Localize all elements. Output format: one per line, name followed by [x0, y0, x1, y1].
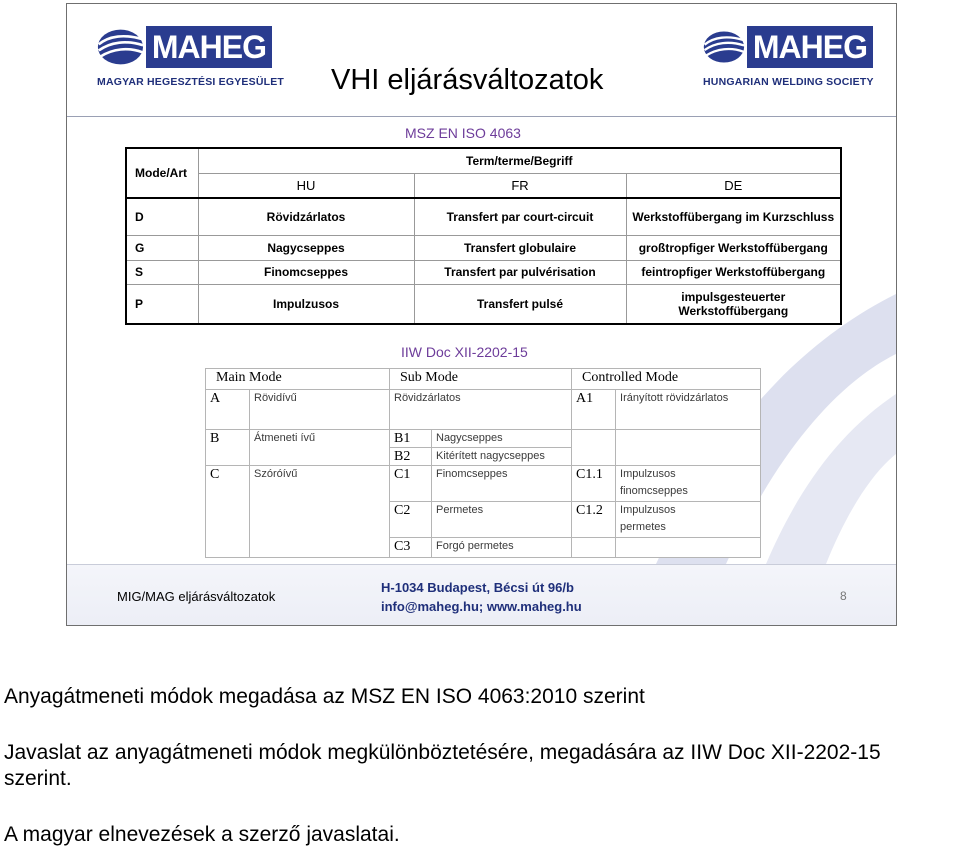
table-row	[206, 430, 761, 448]
wave-logo-icon	[97, 26, 144, 68]
de-cell-line1: impulsgesteuerter	[681, 289, 786, 304]
logo-right-word: MAHEG	[747, 26, 873, 68]
table-row	[206, 466, 761, 502]
logo-left-word: MAHEG	[146, 26, 272, 68]
sub-mode-header: Sub Mode	[390, 369, 572, 390]
hu-cell: Rövidzárlatos	[198, 198, 414, 235]
code-cell: C3	[390, 538, 432, 558]
logo-right-subtitle: HUNGARIAN WELDING SOCIETY	[703, 76, 874, 88]
code-cell: A1	[572, 390, 616, 430]
footer-contact-line: info@maheg.hu; www.maheg.hu	[381, 599, 582, 614]
code-cell: A	[206, 390, 250, 430]
mode-cell: P	[126, 284, 198, 324]
mode-header: Mode/Art	[126, 148, 198, 198]
iso4063-table	[125, 147, 842, 325]
empty-cell	[572, 538, 616, 558]
sub-mode-cell: Finomcseppes	[432, 466, 572, 502]
sub-mode-cell: Kitérített nagycseppes	[432, 448, 572, 466]
code-cell: C	[206, 466, 250, 558]
main-mode-cell: Átmeneti ívű	[250, 430, 390, 466]
controlled-line2: finomcseppes	[620, 485, 688, 497]
code-cell: C1	[390, 466, 432, 502]
iiw-table	[205, 368, 761, 558]
controlled-cell: Irányított rövidzárlatos	[616, 390, 761, 430]
de-cell: feintropfiger Werkstoffübergang	[626, 260, 841, 284]
empty-cell	[616, 430, 761, 466]
controlled-line1: Impulzusos	[620, 504, 676, 516]
footer-left-text: MIG/MAG eljárásváltozatok	[117, 589, 276, 604]
code-cell: C1.2	[572, 502, 616, 538]
sub-mode-cell: Nagycseppes	[432, 430, 572, 448]
controlled-line2: permetes	[620, 521, 666, 533]
code-cell: C2	[390, 502, 432, 538]
code-cell: B2	[390, 448, 432, 466]
sub-mode-cell: Forgó permetes	[432, 538, 572, 558]
lang-header-de: DE	[626, 173, 841, 198]
table-row	[126, 260, 841, 284]
mode-cell: G	[126, 235, 198, 260]
controlled-cell	[616, 466, 761, 502]
controlled-cell	[616, 502, 761, 538]
code-cell: B1	[390, 430, 432, 448]
table-row	[126, 284, 841, 324]
main-mode-header: Main Mode	[206, 369, 390, 390]
hu-cell: Impulzusos	[198, 284, 414, 324]
slide-title: VHI eljárásváltozatok	[331, 64, 604, 96]
code-cell: C1.1	[572, 466, 616, 502]
controlled-mode-header: Controlled Mode	[572, 369, 761, 390]
paragraph-iso-modes: Anyagátmeneti módok megadása az MSZ EN ISO 4063:2010 szerint	[4, 685, 645, 708]
logo-left-subtitle: MAGYAR HEGESZTÉSI EGYESÜLET	[97, 76, 285, 88]
code-cell: B	[206, 430, 250, 466]
paragraph-author-note: A magyar elnevezések a szerző javaslatai.	[4, 823, 400, 846]
fr-cell: Transfert pulsé	[414, 284, 626, 324]
sub-mode-cell: Rövidzárlatos	[390, 390, 572, 430]
lang-header-fr: FR	[414, 173, 626, 198]
de-cell: großtropfiger Werkstoffübergang	[626, 235, 841, 260]
lang-header-hu: HU	[198, 173, 414, 198]
term-header: Term/terme/Begriff	[198, 148, 841, 173]
de-cell-line2: Werkstoffübergang	[678, 303, 789, 318]
paragraph-proposal-line1: Javaslat az anyagátmeneti módok megkülönböztetésére, megadására az IIW Doc XII-2202-15	[4, 741, 881, 764]
page-number: 8	[840, 589, 847, 603]
main-mode-cell: Rövidívű	[250, 390, 390, 430]
wave-logo-icon	[703, 26, 745, 68]
empty-cell	[572, 430, 616, 466]
footer-address	[381, 578, 582, 616]
logo-right	[703, 26, 873, 98]
controlled-line1: Impulzusos	[620, 468, 676, 480]
hu-cell: Nagycseppes	[198, 235, 414, 260]
empty-cell	[616, 538, 761, 558]
de-cell: Werkstoffübergang im Kurzschluss	[626, 198, 841, 235]
mode-cell: S	[126, 260, 198, 284]
sub-mode-cell: Permetes	[432, 502, 572, 538]
fr-cell: Transfert globulaire	[414, 235, 626, 260]
mode-cell: D	[126, 198, 198, 235]
main-mode-cell: Szóróívű	[250, 466, 390, 558]
caption-msz: MSZ EN ISO 4063	[405, 125, 521, 141]
logo-left	[97, 26, 285, 98]
header-divider	[67, 116, 896, 117]
table-row	[206, 390, 761, 430]
footer-address-line: H-1034 Budapest, Bécsi út 96/b	[381, 580, 574, 595]
de-cell	[626, 284, 841, 324]
fr-cell: Transfert par court-circuit	[414, 198, 626, 235]
hu-cell: Finomcseppes	[198, 260, 414, 284]
caption-iiw: IIW Doc XII-2202-15	[401, 344, 528, 360]
slide	[66, 3, 897, 626]
fr-cell: Transfert par pulvérisation	[414, 260, 626, 284]
table-row	[126, 198, 841, 235]
paragraph-proposal-line2: szerint.	[4, 767, 72, 790]
table-row	[126, 235, 841, 260]
